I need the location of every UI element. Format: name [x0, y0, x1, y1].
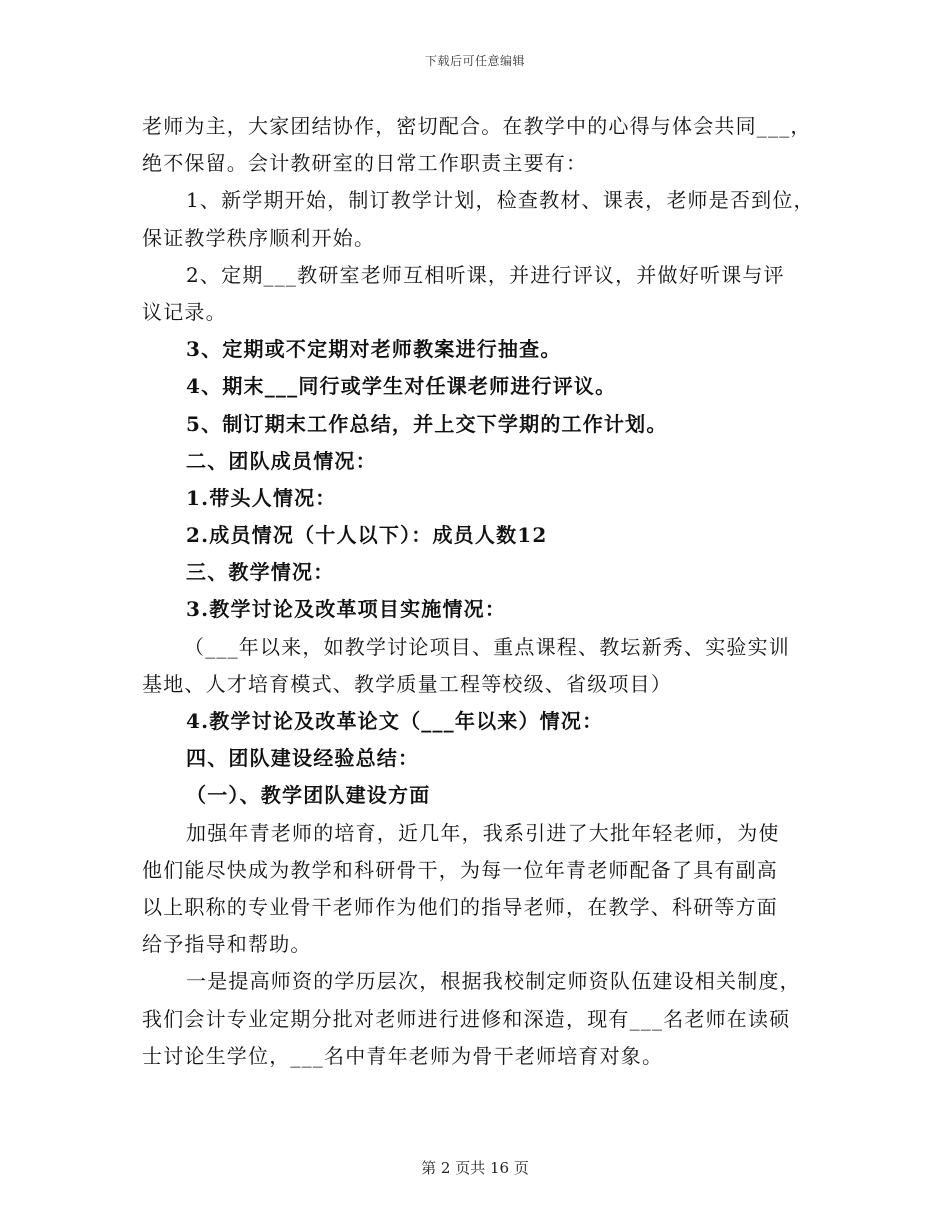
section-heading: 四、团队建设经验总结：	[186, 746, 420, 771]
subsection-heading: 2.成员情况（十人以下）：成员人数12	[186, 523, 548, 548]
list-item-line: 1、新学期开始，制订教学计划，检查教材、课表，老师是否到位，	[186, 188, 815, 213]
list-item-line: 议记录。	[142, 299, 227, 324]
paragraph-line: （___年以来，如教学讨论项目、重点课程、教坛新秀、实验实训	[184, 634, 790, 659]
section-heading: 二、团队成员情况：	[186, 448, 377, 473]
paragraph-line: 我们会计专业定期分批对老师进行进修和深造，现有___名老师在读硕	[142, 1006, 791, 1031]
subsection-heading: 3.教学讨论及改革项目实施情况：	[186, 597, 507, 622]
document-body	[142, 108, 822, 1075]
paragraph-line: 一是提高师资的学历层次，根据我校制定师资队伍建设相关制度，	[186, 969, 801, 994]
paragraph-line: 给予指导和帮助。	[142, 932, 312, 957]
paragraph-line: 加强年青老师的培育，近几年，我系引进了大批年轻老师，为使	[186, 820, 780, 845]
page-header: 下载后可任意编辑	[424, 54, 525, 68]
paragraph-line: 老师为主，大家团结协作，密切配合。在教学中的心得与体会共同___，	[142, 114, 812, 138]
subsection-heading: 4.教学讨论及改革论文（___年以来）情况：	[186, 709, 604, 733]
list-item-line: 5、制订期末工作总结，并上交下学期的工作计划。	[186, 411, 668, 436]
paragraph-line: 基地、人才培育模式、教学质量工程等校级、省级项目）	[142, 671, 672, 696]
paragraph-line: 绝不保留。会计教研室的日常工作职责主要有：	[142, 151, 588, 176]
list-item-line: 2、定期___教研室老师互相听课，并进行评议，并做好听课与评	[186, 262, 785, 287]
page-footer: 第 2 页共 16 页	[421, 1159, 529, 1177]
subsection-heading: （一）、教学团队建设方面	[186, 783, 431, 808]
subsection-heading: 1.带头人情况：	[186, 485, 337, 510]
list-item-line: 保证教学秩序顺利开始。	[142, 225, 376, 250]
list-item-line: 4、期末___同行或学生对任课老师进行评议。	[186, 374, 617, 399]
section-heading: 三、教学情况：	[186, 560, 335, 585]
paragraph-line: 他们能尽快成为教学和科研骨干，为每一位年青老师配备了具有副高	[142, 857, 778, 882]
paragraph-line: 士讨论生学位，___名中青年老师为骨干老师培育对象。	[142, 1043, 664, 1068]
list-item-line: 3、定期或不定期对老师教案进行抽查。	[186, 337, 562, 362]
paragraph-line: 以上职称的专业骨干老师作为他们的指导老师，在教学、科研等方面	[142, 894, 778, 919]
